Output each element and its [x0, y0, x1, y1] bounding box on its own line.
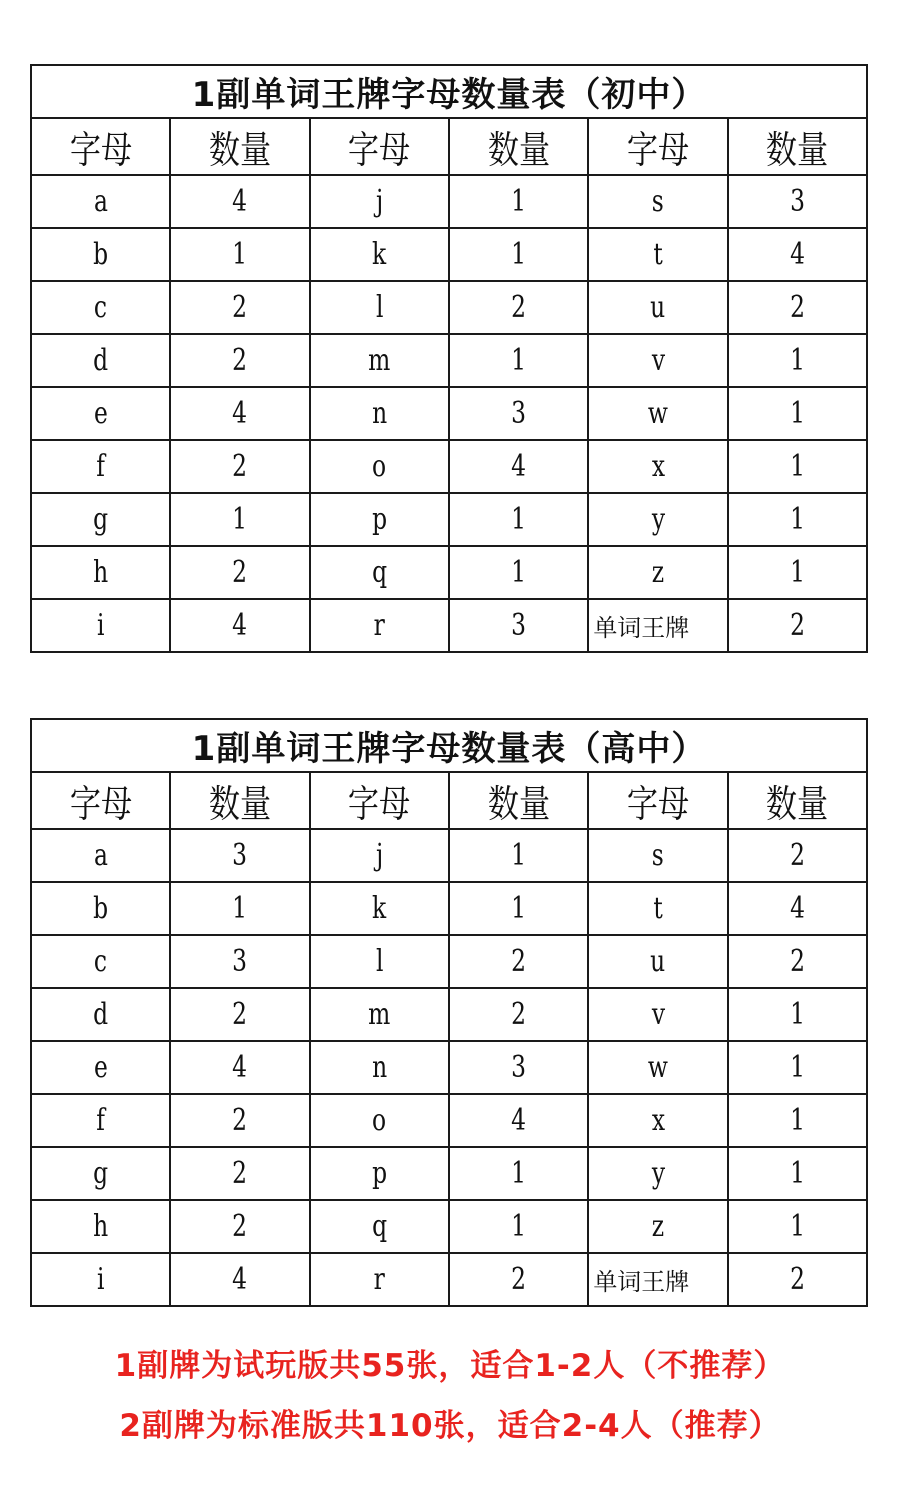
- note-trial-version: 1副牌为试玩版共55张，适合1-2人（不推荐）: [114, 1348, 786, 1384]
- letter-cell: z: [588, 546, 727, 599]
- count-cell: 3: [449, 1041, 588, 1094]
- table-row: [31, 493, 867, 546]
- column-header-count: 数量: [449, 118, 588, 175]
- count-cell: 1: [449, 1200, 588, 1253]
- letter-cell: i: [31, 1253, 170, 1306]
- count-cell: 1: [449, 546, 588, 599]
- letter-cell: e: [31, 387, 170, 440]
- table-row: [31, 1253, 867, 1306]
- count-cell: 3: [170, 829, 309, 882]
- count-cell: 3: [170, 935, 309, 988]
- table-row: [31, 334, 867, 387]
- count-cell: 1: [728, 387, 867, 440]
- table-row: [31, 882, 867, 935]
- count-cell: 1: [449, 175, 588, 228]
- letter-count-table-junior: [30, 64, 868, 653]
- letter-cell: j: [310, 829, 449, 882]
- count-cell: 2: [449, 281, 588, 334]
- count-cell: 1: [728, 1147, 867, 1200]
- letter-cell: q: [310, 546, 449, 599]
- letter-cell: a: [31, 175, 170, 228]
- letter-cell: n: [310, 1041, 449, 1094]
- table-row: [31, 228, 867, 281]
- count-cell: 4: [170, 387, 309, 440]
- letter-cell: u: [588, 935, 727, 988]
- count-cell: 2: [170, 546, 309, 599]
- letter-cell: k: [310, 228, 449, 281]
- count-cell: 3: [449, 599, 588, 652]
- letter-cell: g: [31, 1147, 170, 1200]
- count-cell: 2: [449, 935, 588, 988]
- count-cell: 1: [728, 334, 867, 387]
- count-cell: 1: [728, 1200, 867, 1253]
- table-title: 1副单词王牌字母数量表（初中）: [31, 65, 867, 118]
- count-cell: 2: [728, 599, 867, 652]
- joker-card-cell: 单词王牌: [588, 1253, 727, 1306]
- count-cell: 4: [170, 175, 309, 228]
- joker-card-cell: 单词王牌: [588, 599, 727, 652]
- letter-cell: r: [310, 1253, 449, 1306]
- letter-cell: t: [588, 882, 727, 935]
- count-cell: 1: [728, 1041, 867, 1094]
- letter-cell: z: [588, 1200, 727, 1253]
- note-standard-version: 2副牌为标准版共110张，适合2-4人（推荐）: [119, 1408, 781, 1444]
- column-header-count: 数量: [449, 772, 588, 829]
- count-cell: 1: [728, 988, 867, 1041]
- table-row: [31, 988, 867, 1041]
- column-header-letter: 字母: [588, 118, 727, 175]
- letter-cell: p: [310, 1147, 449, 1200]
- table-row: [31, 1041, 867, 1094]
- letter-cell: m: [310, 988, 449, 1041]
- table-row: [31, 281, 867, 334]
- table-row: [31, 1147, 867, 1200]
- letter-cell: a: [31, 829, 170, 882]
- count-cell: 2: [728, 281, 867, 334]
- letter-cell: i: [31, 599, 170, 652]
- letter-cell: b: [31, 882, 170, 935]
- count-cell: 3: [728, 175, 867, 228]
- letter-cell: o: [310, 1094, 449, 1147]
- count-cell: 2: [170, 1200, 309, 1253]
- letter-cell: c: [31, 281, 170, 334]
- letter-cell: v: [588, 334, 727, 387]
- letter-cell: w: [588, 387, 727, 440]
- letter-cell: s: [588, 829, 727, 882]
- count-cell: 1: [449, 882, 588, 935]
- table-row: [31, 546, 867, 599]
- count-cell: 1: [728, 546, 867, 599]
- count-cell: 2: [728, 829, 867, 882]
- letter-cell: y: [588, 493, 727, 546]
- count-cell: 2: [170, 1147, 309, 1200]
- letter-cell: o: [310, 440, 449, 493]
- table-row: [31, 829, 867, 882]
- letter-cell: r: [310, 599, 449, 652]
- count-cell: 2: [170, 440, 309, 493]
- count-cell: 1: [170, 493, 309, 546]
- letter-cell: t: [588, 228, 727, 281]
- letter-cell: s: [588, 175, 727, 228]
- count-cell: 2: [170, 334, 309, 387]
- letter-cell: d: [31, 334, 170, 387]
- column-header-letter: 字母: [31, 772, 170, 829]
- count-cell: 2: [170, 1094, 309, 1147]
- count-cell: 2: [728, 935, 867, 988]
- letter-cell: m: [310, 334, 449, 387]
- count-cell: 2: [449, 1253, 588, 1306]
- letter-cell: j: [310, 175, 449, 228]
- count-cell: 1: [728, 1094, 867, 1147]
- count-cell: 1: [449, 493, 588, 546]
- table-row: [31, 387, 867, 440]
- column-header-letter: 字母: [588, 772, 727, 829]
- letter-cell: b: [31, 228, 170, 281]
- count-cell: 1: [728, 493, 867, 546]
- header-row: [31, 118, 867, 175]
- letter-cell: l: [310, 281, 449, 334]
- count-cell: 4: [170, 1041, 309, 1094]
- count-cell: 3: [449, 387, 588, 440]
- letter-cell: f: [31, 1094, 170, 1147]
- table-row: [31, 1200, 867, 1253]
- letter-cell: h: [31, 546, 170, 599]
- letter-cell: d: [31, 988, 170, 1041]
- count-cell: 1: [170, 228, 309, 281]
- letter-cell: y: [588, 1147, 727, 1200]
- column-header-letter: 字母: [310, 772, 449, 829]
- letter-cell: n: [310, 387, 449, 440]
- column-header-letter: 字母: [310, 118, 449, 175]
- letter-cell: h: [31, 1200, 170, 1253]
- letter-cell: f: [31, 440, 170, 493]
- letter-cell: w: [588, 1041, 727, 1094]
- letter-cell: p: [310, 493, 449, 546]
- letter-count-table-senior: [30, 718, 868, 1307]
- count-cell: 1: [449, 829, 588, 882]
- letter-cell: e: [31, 1041, 170, 1094]
- letter-cell: q: [310, 1200, 449, 1253]
- letter-cell: c: [31, 935, 170, 988]
- column-header-count: 数量: [728, 118, 867, 175]
- count-cell: 1: [449, 334, 588, 387]
- header-row: [31, 772, 867, 829]
- count-cell: 2: [449, 988, 588, 1041]
- count-cell: 4: [449, 440, 588, 493]
- count-cell: 1: [170, 882, 309, 935]
- column-header-count: 数量: [728, 772, 867, 829]
- count-cell: 4: [728, 228, 867, 281]
- table-row: [31, 440, 867, 493]
- letter-cell: x: [588, 1094, 727, 1147]
- letter-cell: l: [310, 935, 449, 988]
- count-cell: 2: [170, 988, 309, 1041]
- table-row: [31, 175, 867, 228]
- count-cell: 1: [449, 1147, 588, 1200]
- count-cell: 4: [449, 1094, 588, 1147]
- column-header-count: 数量: [170, 772, 309, 829]
- count-cell: 1: [449, 228, 588, 281]
- letter-cell: u: [588, 281, 727, 334]
- letter-cell: x: [588, 440, 727, 493]
- count-cell: 4: [170, 1253, 309, 1306]
- count-cell: 2: [728, 1253, 867, 1306]
- letter-cell: v: [588, 988, 727, 1041]
- count-cell: 2: [170, 281, 309, 334]
- letter-cell: g: [31, 493, 170, 546]
- count-cell: 1: [728, 440, 867, 493]
- column-header-count: 数量: [170, 118, 309, 175]
- letter-cell: k: [310, 882, 449, 935]
- column-header-letter: 字母: [31, 118, 170, 175]
- count-cell: 4: [728, 882, 867, 935]
- table-row: [31, 1094, 867, 1147]
- table-title: 1副单词王牌字母数量表（高中）: [31, 719, 867, 772]
- table-row: [31, 599, 867, 652]
- count-cell: 4: [170, 599, 309, 652]
- table-row: [31, 935, 867, 988]
